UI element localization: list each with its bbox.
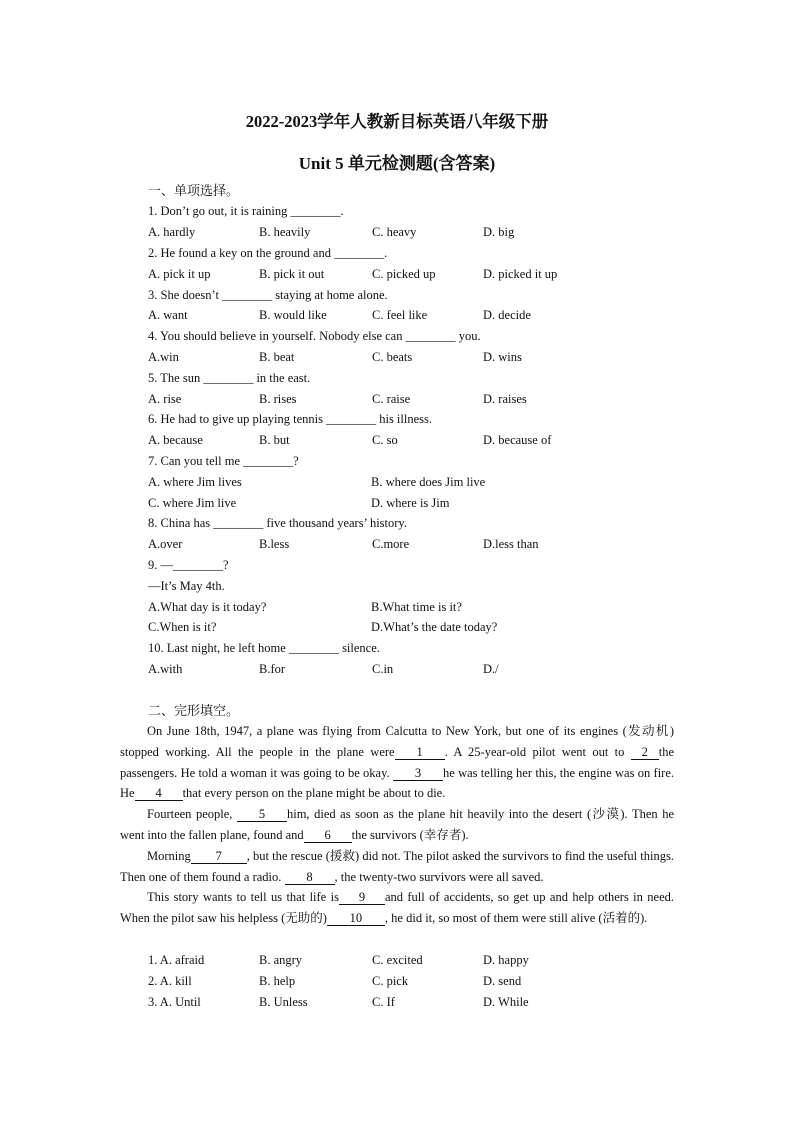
section2-heading: 二、完形填空。 (148, 703, 240, 718)
q3-option-a: A. want (148, 308, 188, 322)
q3-option-c: C. feel like (372, 308, 428, 322)
q8-option-a: A.over (148, 537, 183, 551)
q2-option-b: B. pick it out (259, 267, 325, 281)
q3-option-b: B. would like (259, 308, 327, 322)
blank-10: 10 (327, 912, 385, 926)
q6-option-b: B. but (259, 433, 290, 447)
q9-option-a: A.What day is it today? (148, 600, 267, 614)
blank-7: 7 (191, 850, 247, 864)
question-3: 3. She doesn’t ________ staying at home alone. (148, 288, 388, 302)
q8-option-d: D.less than (483, 537, 539, 551)
blank-3: 3 (393, 767, 443, 781)
cloze-2-option-d: D. send (483, 974, 522, 988)
cloze-3-option-d: D. While (483, 995, 529, 1009)
q3-option-d: D. decide (483, 308, 531, 322)
q4-option-a: A.win (148, 350, 179, 364)
blank-2: 2 (631, 746, 659, 760)
question-5: 5. The sun ________ in the east. (148, 371, 311, 385)
q4-option-d: D. wins (483, 350, 522, 364)
q7-option-d: D. where is Jim (371, 496, 450, 510)
cloze-paragraph-1: On June 18th, 1947, a plane was flying from Calcutta to New York, but one of its engines (发动机) stopped working. All the people in the plane were 1 . A 25-year-old pilot went out to 2 the passengers. He told a woman it was going to be okay. 3 he was telling her this, the engine was on fire. He 4 that every person on the plane might be about to die. (120, 724, 675, 801)
q7-option-b: B. where does Jim live (371, 475, 486, 489)
cloze-1-option-b: B. angry (259, 953, 303, 967)
q10-option-d: D./ (483, 662, 499, 676)
q2-option-c: C. picked up (372, 267, 436, 281)
question-2: 2. He found a key on the ground and ________. (148, 246, 388, 260)
q2-option-a: A. pick it up (148, 267, 211, 281)
q9-option-d: D.What’s the date today? (371, 620, 498, 634)
q10-option-a: A.with (148, 662, 183, 676)
document-title: 2022-2023学年人教新目标英语八年级下册 (245, 112, 549, 131)
q10-option-c: C.in (372, 662, 394, 676)
q6-option-c: C. so (372, 433, 398, 447)
q7-option-a: A. where Jim lives (148, 475, 242, 489)
q4-option-b: B. beat (259, 350, 295, 364)
question-7: 7. Can you tell me ________? (148, 454, 299, 468)
q5-option-d: D. raises (483, 392, 527, 406)
q6-option-d: D. because of (483, 433, 552, 447)
cloze-2-option-a: 2. A. kill (148, 974, 192, 988)
cloze-2-option-b: B. help (259, 974, 296, 988)
cloze-3-option-c: C. If (372, 995, 395, 1009)
q1-option-a: A. hardly (148, 225, 196, 239)
cloze-paragraph-3: Morning 7 , but the rescue (援救) did not. The pilot asked the survivors to find the useful things. Then one of them found a radio. 8 , the twenty-two survivors were all saved. (120, 849, 674, 884)
q2-option-d: D. picked it up (483, 267, 558, 281)
q9-option-c: C.When is it? (148, 620, 217, 634)
question-9: 9. —________? (148, 558, 229, 572)
cloze-2-option-c: C. pick (372, 974, 409, 988)
blank-4: 4 (135, 787, 183, 801)
q8-option-c: C.more (372, 537, 410, 551)
blank-9: 9 (339, 891, 385, 905)
cloze-1-option-a: 1. A. afraid (148, 953, 205, 967)
q5-option-b: B. rises (259, 392, 297, 406)
cloze-1-option-d: D. happy (483, 953, 529, 967)
q1-option-c: C. heavy (372, 225, 417, 239)
q5-option-a: A. rise (148, 392, 182, 406)
blank-1: 1 (395, 746, 445, 760)
cloze-paragraph-4: This story wants to tell us that life is 9 and full of accidents, so get up and help others in need. When the pilot saw his helpless (无助的) 10 , he did it, so most of them were still alive (活着的). (120, 890, 674, 925)
q5-option-c: C. raise (372, 392, 411, 406)
q1-option-d: D. big (483, 225, 515, 239)
question-10: 10. Last night, he left home ________ silence. (148, 641, 380, 655)
q1-option-b: B. heavily (259, 225, 311, 239)
cloze-3-option-a: 3. A. Until (148, 995, 201, 1009)
q6-option-a: A. because (148, 433, 203, 447)
cloze-3-option-b: B. Unless (259, 995, 308, 1009)
blank-6: 6 (304, 829, 352, 843)
blank-5: 5 (237, 808, 287, 822)
document-subtitle: Unit 5 单元检测题(含答案) (298, 154, 496, 173)
question-9-reply: —It’s May 4th. (148, 579, 225, 593)
question-4: 4. You should believe in yourself. Nobody else can ________ you. (148, 329, 481, 343)
question-8: 8. China has ________ five thousand years’ history. (148, 516, 407, 530)
section1-heading: 一、单项选择。 (148, 183, 240, 198)
q9-option-b: B.What time is it? (371, 600, 462, 614)
cloze-1-option-c: C. excited (372, 953, 423, 967)
cloze-paragraph-2: Fourteen people, 5 him, died as soon as the plane hit heavily into the desert (沙漠). Then he went into the fallen plane, found and 6 the survivors (幸存者). (120, 807, 674, 842)
q7-option-c: C. where Jim live (148, 496, 237, 510)
question-1: 1. Don’t go out, it is raining ________. (148, 204, 344, 218)
blank-8: 8 (285, 871, 335, 885)
q8-option-b: B.less (259, 537, 290, 551)
question-6: 6. He had to give up playing tennis ________ his illness. (148, 412, 433, 426)
q10-option-b: B.for (259, 662, 286, 676)
q4-option-c: C. beats (372, 350, 413, 364)
